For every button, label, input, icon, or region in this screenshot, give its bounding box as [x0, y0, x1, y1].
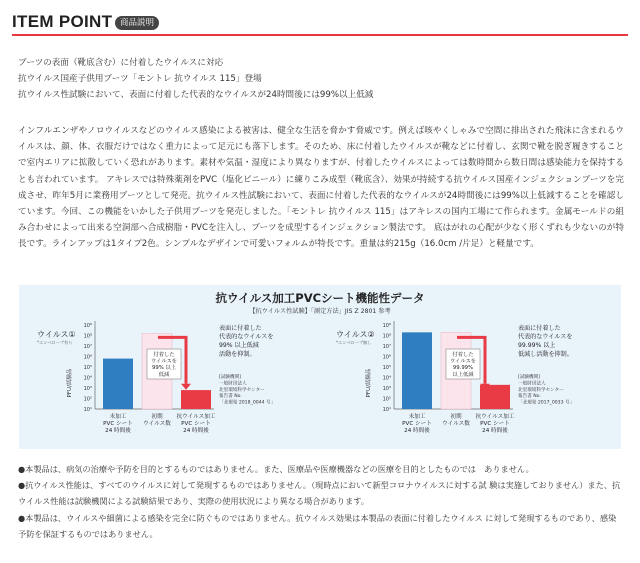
section-badge: 商品説明 — [115, 16, 159, 30]
test-organization: 一般財団法人 — [219, 381, 247, 387]
result-description: 99.99% 以上 — [518, 342, 556, 350]
test-organization: 報告書 No. — [518, 394, 541, 400]
y-tick-label: 10⁸ — [382, 333, 391, 340]
disclaimer-note: ●本製品は、ウイルスや細菌による感染を完全に防ぐものではありません。抗ウイルス効果は本製品の表面に付着したウイルス に対して発現するものであり、感染予防を保証するものではありません。 — [18, 512, 617, 539]
y-tick-label: 10⁷ — [382, 344, 391, 350]
bar-category-label: ウイルス数 — [143, 421, 171, 427]
bar-category-label: 未加工 — [408, 414, 426, 420]
y-tick-label: 10⁷ — [83, 344, 92, 350]
result-description: 活動を抑制。 — [219, 350, 256, 358]
figure-charts — [19, 285, 621, 449]
callout-text: 低減 — [158, 371, 170, 378]
lead-line: ブーツの表面（靴底含む）に付着したウイルスに対応 — [18, 58, 224, 68]
y-tick-label: 10² — [83, 396, 92, 403]
callout-text: 99.99% — [452, 365, 474, 372]
bar-category-label: ウイルス数 — [442, 421, 470, 427]
callout-text: 付着した — [452, 352, 474, 358]
y-tick-label: 10⁶ — [382, 354, 391, 361]
section-title: ITEM POINT — [12, 12, 113, 31]
result-description: 表面に付着した — [219, 325, 262, 332]
virus-note: *エンベロープ有り — [37, 340, 73, 345]
bar-mark — [103, 359, 133, 409]
virus-label: ウイルス① — [37, 330, 76, 339]
bar-category-label: 抗ウイルス加工 — [176, 414, 216, 420]
test-organization: 「北環発 2018_0044 号」 — [219, 400, 276, 406]
y-tick-label: 10⁶ — [83, 354, 92, 361]
result-description: 99% 以上低減 — [219, 342, 259, 350]
test-organization: 北里環境科学センター — [219, 387, 265, 393]
test-organization: [試験機関] — [518, 375, 540, 380]
y-tick-label: 10⁸ — [83, 333, 92, 340]
y-axis-title: PFU/試験品 — [67, 368, 73, 398]
test-organization: 「北環発 2017_0033 号」 — [518, 400, 575, 406]
bar-category-label: PVC シート — [181, 421, 211, 427]
result-description: 代表的なウイルスを — [219, 333, 274, 341]
y-tick-label: 10⁹ — [83, 323, 92, 329]
callout-text: ウイルスを — [449, 358, 477, 365]
bar-mark — [402, 332, 432, 409]
y-tick-label: 10⁵ — [382, 365, 391, 371]
disclaimer-note: ●本製品は、病気の治療や予防を目的とするものではありません。また、医療品や医療機器などの医療を目的としたものでは ありません。 — [18, 464, 534, 474]
test-organization: [試験機関] — [219, 375, 241, 380]
virus-label: ウイルス② — [336, 330, 375, 339]
callout-text: 99% 以上 — [151, 365, 177, 372]
y-tick-label: 10³ — [382, 386, 391, 392]
result-description: 代表的なウイルスを — [518, 333, 573, 341]
virus-note: *エンベロープ無し — [336, 340, 372, 345]
bar-category-label: PVC シート — [402, 421, 432, 427]
test-organization: 報告書 No. — [219, 394, 242, 400]
bar-category-label: 24 時間後 — [482, 428, 508, 434]
reduction-arrowhead — [181, 384, 191, 390]
test-organization: 一般財団法人 — [518, 381, 546, 387]
description-paragraph: インフルエンザやノロウイルスなどのウイルス感染による被害は、健全な生活を脅かす脅威です。例えば咳やくしゃみで空間に排出された飛沫に含まれるウイルスは、顔、体、衣服だけではなく重力によって足元にも落下します。そのため、床に付着したウイルスが靴などに付着し、玄関で靴を脱ぎ履きすることで室内エリアに拡散していく恐れがあります。素材や気温・湿度により異なりますが、付着したウイルスによっては数時間から数日間は感染能力を保持するとも言われています。 アキレスでは特殊薬剤をPVC（塩化ビニール）に練りこみ成型（靴底含）、効果が持続する抗ウイルス国産インジェクションブーツを完成させ、昨年5月に業務用ブーツとして発売。抗ウイルス性試験において、表面に付着した代表的なウイルスが24時間後には99%以上低減することを確認しています。今回、この機能をいかした子供用ブーツを発売しました。「モントレ 抗ウイルス 115」はアキレスの国内工場にて作られます。金属モールドの組み合わせによって出来る空洞部へ合成樹脂・PVCを注入し、ブーツを成型するインジェクション製法です。 底はがれの心配が少なく形くずれも少ないのが特長です。ラインアップは1タイプ2色。シンプルなデザインで可愛いフォルムが特長です。重量は約215g（16.0cm /片足）と軽量です。 — [18, 126, 624, 250]
lead-line: 抗ウイルス国産子供用ブーツ「モントレ 抗ウイルス 115」登場 — [18, 74, 262, 84]
y-tick-label: 10³ — [83, 386, 92, 392]
callout-text: ウイルスを — [150, 358, 178, 365]
bar-category-label: PVC シート — [103, 421, 133, 427]
bar-category-label: 未加工 — [109, 414, 127, 420]
bar-category-label: 24 時間後 — [183, 428, 209, 434]
callout-text: 付着した — [153, 352, 175, 358]
callout-text: 以上低減 — [452, 371, 474, 378]
disclaimer-note: ●抗ウイルス性能は、すべてのウイルスに対して発現するものではありません。（現時点において新型コロナウイルスに対する試 験は実施しておりません）また、抗ウイルス性能は試験機関による試験結果であり、実際の使用状況により異なる場合があります。 — [18, 480, 621, 507]
y-tick-label: 10⁴ — [83, 375, 92, 382]
bar-mark — [181, 390, 211, 409]
y-tick-label: 10⁹ — [382, 323, 391, 329]
bar-category-label: 24 時間後 — [404, 428, 430, 434]
disclaimer-notes — [18, 461, 624, 542]
header-divider — [12, 34, 628, 36]
bar-category-label: PVC シート — [480, 421, 510, 427]
lead-summary — [18, 55, 622, 103]
bar-category-label: 初期 — [450, 414, 462, 420]
bar-category-label: 抗ウイルス加工 — [475, 414, 515, 420]
bar-category-label: 24 時間後 — [105, 428, 131, 434]
figure-subtitle: 【抗ウイルス性試験】「測定方法」JIS Z 2801 参考 — [249, 308, 391, 315]
y-tick-label: 10¹ — [83, 407, 92, 413]
bar-category-label: 初期 — [151, 414, 163, 420]
y-tick-label: 10² — [382, 396, 391, 403]
y-tick-label: 10⁴ — [382, 375, 391, 382]
section-header — [12, 12, 628, 36]
y-tick-label: 10⁵ — [83, 365, 92, 371]
result-description: 低減し活動を抑制。 — [518, 350, 573, 358]
test-organization: 北里環境科学センター — [518, 387, 564, 393]
figure-title: 抗ウイルス加工PVCシート機能性データ — [215, 291, 425, 305]
y-axis-title: PFU/試験品 — [366, 368, 372, 398]
lead-line: 抗ウイルス性試験において、表面に付着した代表的なウイルスが24時間後には99%以上低減 — [18, 90, 374, 100]
functional-data-figure — [19, 285, 621, 449]
result-description: 表面に付着した — [518, 325, 561, 332]
y-tick-label: 10¹ — [382, 407, 391, 413]
